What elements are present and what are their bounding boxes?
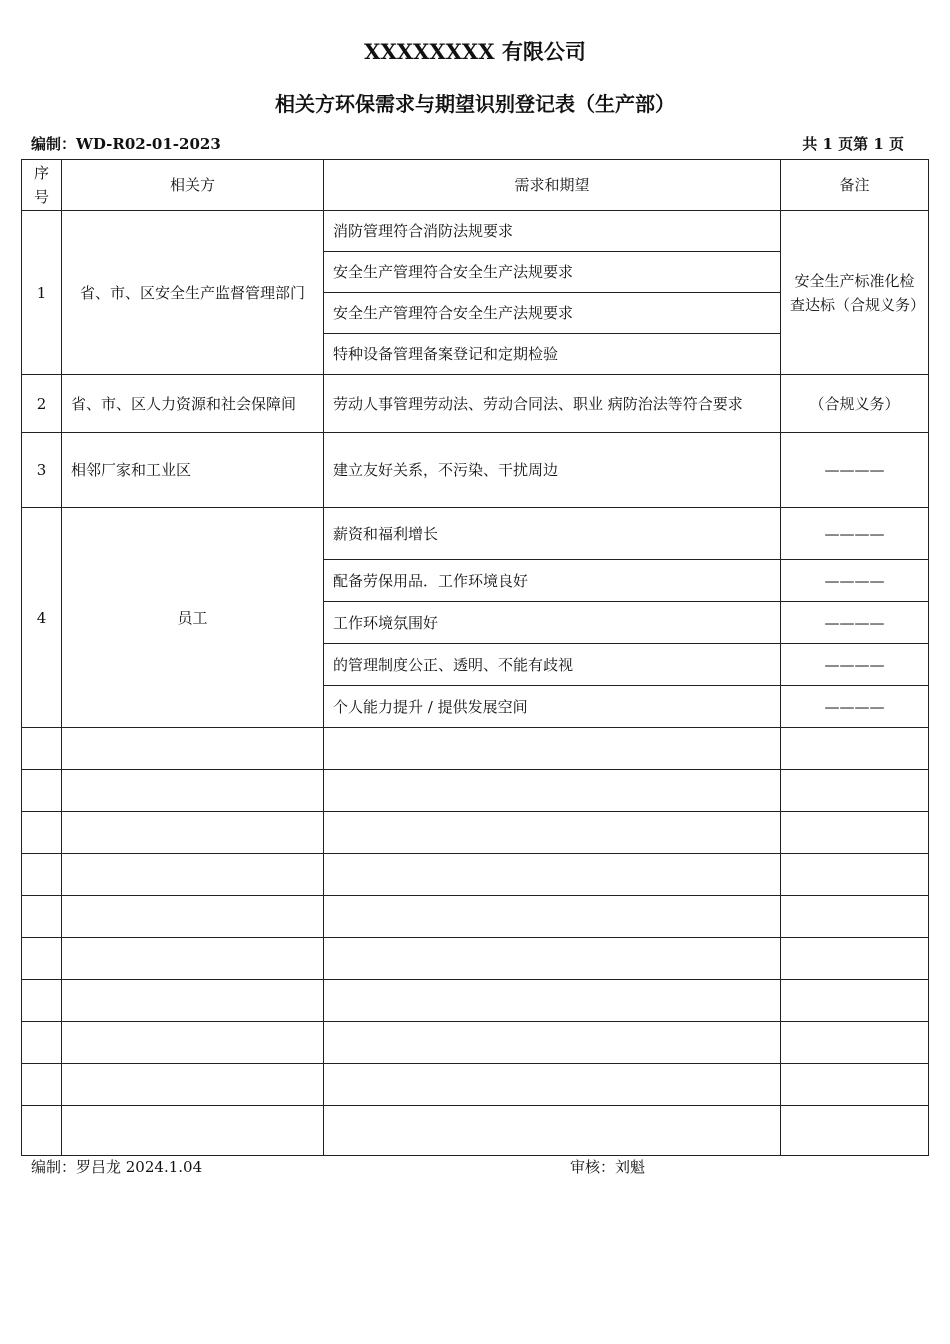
need-cell: 特种设备管理备案登记和定期检验	[324, 334, 781, 375]
table-row	[22, 211, 929, 252]
need-cell: 建立友好关系，不污染、干扰周边	[324, 433, 781, 508]
reviewed-by: 审核：刘魁	[570, 1158, 646, 1176]
remark-cell: ————	[781, 433, 929, 508]
need-cell: 劳动人事管理劳动法、劳动合同法、职业 病防治法等符合要求	[324, 375, 781, 433]
need-cell: 的管理制度公正、透明、不能有歧视	[324, 644, 781, 686]
remark-cell: ————	[781, 560, 929, 602]
row-number: 4	[22, 508, 62, 728]
table-row	[22, 433, 929, 508]
header-row	[22, 160, 929, 211]
party-cell: 省、市、区人力资源和社会保障间	[62, 375, 324, 433]
column-header-needs: 需求和期望	[324, 160, 781, 211]
remark-cell: ————	[781, 644, 929, 686]
need-cell: 工作环境氛围好	[324, 602, 781, 644]
need-cell: 个人能力提升 / 提供发展空间	[324, 686, 781, 728]
prepared-by: 编制：罗吕龙 2024.1.04	[31, 1158, 203, 1176]
stakeholder-table	[21, 159, 929, 1156]
empty-row	[22, 728, 929, 770]
document-code: 编制：WD-R02-01-2023	[31, 135, 221, 153]
form-title: 相关方环保需求与期望识别登记表（生产部）	[275, 92, 675, 116]
empty-row	[22, 812, 929, 854]
column-header-no: 序 号	[22, 160, 62, 211]
company-name: XXXXXXXX 有限公司	[364, 39, 586, 64]
column-header-remark: 备注	[781, 160, 929, 211]
column-header-party: 相关方	[62, 160, 324, 211]
empty-row	[22, 770, 929, 812]
empty-row	[22, 896, 929, 938]
empty-row	[22, 938, 929, 980]
row-number: 2	[22, 375, 62, 433]
remark-cell: ————	[781, 508, 929, 560]
page-count: 共 1 页第 1 页	[802, 135, 904, 153]
need-cell: 安全生产管理符合安全生产法规要求	[324, 252, 781, 293]
need-cell: 安全生产管理符合安全生产法规要求	[324, 293, 781, 334]
empty-row	[22, 1064, 929, 1106]
party-cell: 相邻厂家和工业区	[62, 433, 324, 508]
remark-cell: ————	[781, 602, 929, 644]
need-cell: 配备劳保用品．工作环境良好	[324, 560, 781, 602]
table-row	[22, 375, 929, 433]
row-number: 1	[22, 211, 62, 375]
need-cell: 消防管理符合消防法规要求	[324, 211, 781, 252]
party-cell: 员工	[62, 508, 324, 728]
empty-row	[22, 1106, 929, 1156]
empty-row	[22, 1022, 929, 1064]
empty-row	[22, 980, 929, 1022]
remark-cell: （合规义务）	[781, 375, 929, 433]
party-cell: 省、市、区安全生产监督管理部门	[62, 211, 324, 375]
empty-row	[22, 854, 929, 896]
table-row	[22, 508, 929, 560]
remark-cell: ————	[781, 686, 929, 728]
remark-cell: 安全生产标准化检查达标（合规义务）	[781, 211, 929, 375]
need-cell: 薪资和福利增长	[324, 508, 781, 560]
row-number: 3	[22, 433, 62, 508]
